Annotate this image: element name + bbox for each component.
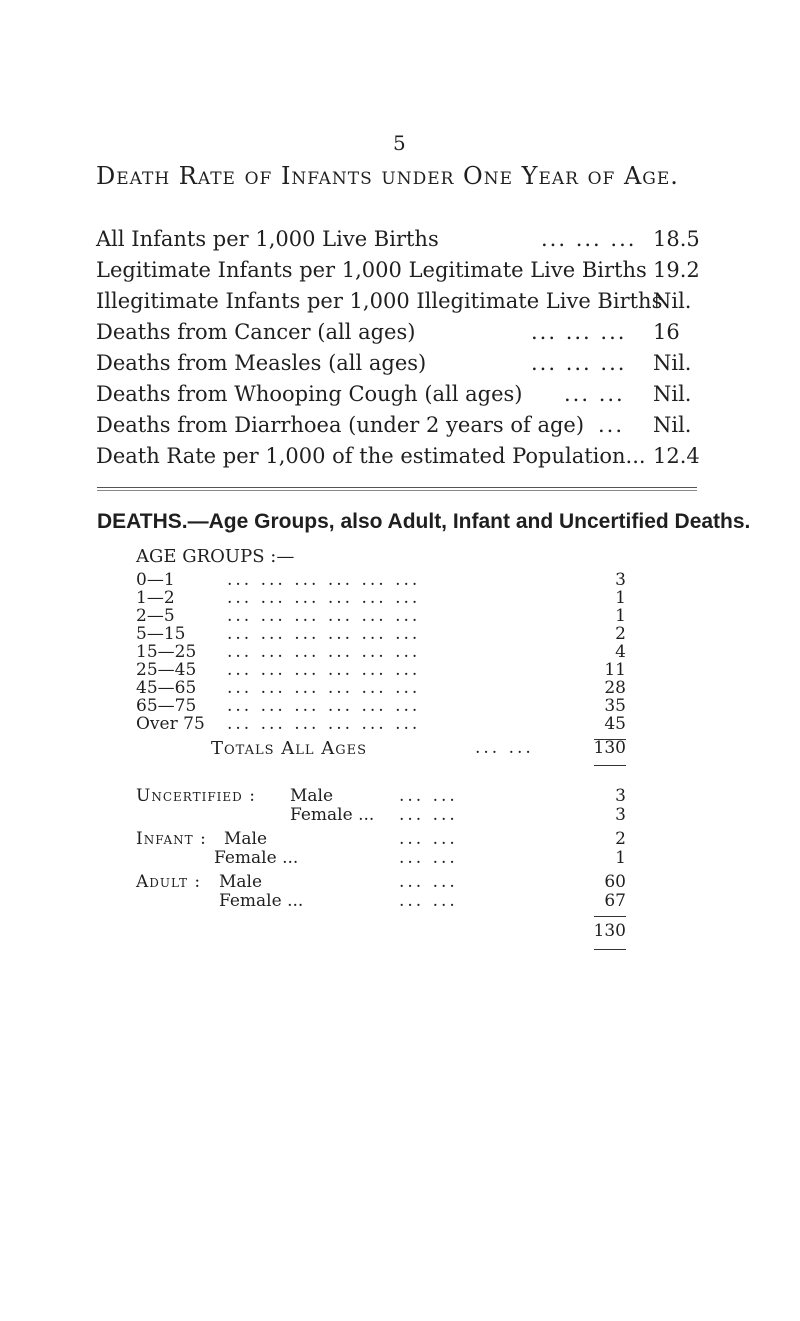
adult-label: Adult : — [136, 872, 202, 892]
age-group-value: 11 — [604, 660, 626, 680]
section-title: Death Rate of Infants under One Year of Age. — [96, 162, 679, 190]
rate-row — [96, 351, 706, 381]
leader-dots: ... ... ... ... ... ... — [227, 696, 421, 716]
rate-row — [96, 444, 706, 474]
rate-leader-dots: ... ... ... — [531, 351, 627, 375]
section-divider — [97, 487, 697, 491]
leader-dots: ... ... ... ... ... ... — [227, 570, 421, 590]
sum-rule — [594, 916, 626, 917]
rate-row — [96, 413, 706, 443]
age-group-label: 45—65 — [136, 678, 197, 698]
age-group-value: 4 — [615, 642, 626, 662]
totals-label: Totals All Ages — [211, 738, 368, 759]
age-group-label: 25—45 — [136, 660, 197, 680]
adult-female-label: Female ... — [219, 891, 304, 911]
age-group-value: 45 — [604, 714, 626, 734]
uncertified-male-value: 3 — [615, 786, 626, 806]
leader-dots: ... ... ... ... ... ... — [227, 588, 421, 608]
rate-row — [96, 258, 706, 288]
rate-row — [96, 289, 706, 319]
infant-female-label: Female ... — [214, 848, 299, 868]
rate-label: All Infants per 1,000 Live Births — [96, 227, 439, 251]
age-groups-label: AGE GROUPS :— — [136, 546, 295, 567]
page-number: 5 — [393, 131, 406, 155]
leader-dots: ... ... — [475, 738, 534, 758]
sum-rule — [594, 765, 626, 766]
infant-male-label: Male — [224, 829, 268, 849]
infant-female-value: 1 — [615, 848, 626, 868]
adult-male-value: 60 — [604, 872, 626, 892]
rate-value: Nil. — [653, 382, 692, 406]
uncertified-female-label: Female ... — [290, 805, 375, 825]
leader-dots: ... ... ... ... ... ... — [227, 624, 421, 644]
rate-leader-dots: ... ... ... — [541, 227, 637, 251]
adult-female-value: 67 — [604, 891, 626, 911]
rate-row — [96, 382, 706, 412]
leader-dots: ... ... — [399, 805, 458, 825]
rate-row — [96, 227, 706, 257]
age-group-label: 1—2 — [136, 588, 175, 608]
leader-dots: ... ... — [399, 786, 458, 806]
age-group-value: 1 — [615, 588, 626, 608]
leader-dots: ... ... — [399, 891, 458, 911]
rate-row — [96, 320, 706, 350]
uncertified-label: Uncertified : — [136, 786, 256, 806]
leader-dots: ... ... — [399, 829, 458, 849]
leader-dots: ... ... ... ... ... ... — [227, 606, 421, 626]
leader-dots: ... ... ... ... ... ... — [227, 660, 421, 680]
sum-rule — [594, 949, 626, 950]
age-group-label: 0—1 — [136, 570, 175, 590]
rate-value: Nil. — [653, 413, 692, 437]
totals-value: 130 — [593, 738, 626, 758]
leader-dots: ... ... — [399, 872, 458, 892]
leader-dots: ... ... ... ... ... ... — [227, 714, 421, 734]
age-group-label: 65—75 — [136, 696, 197, 716]
rate-leader-dots: ... — [598, 413, 625, 437]
rate-label: Deaths from Cancer (all ages) — [96, 320, 416, 344]
rate-value: Nil. — [653, 351, 692, 375]
age-group-value: 1 — [615, 606, 626, 626]
age-group-row — [136, 714, 626, 736]
rate-value: 16 — [653, 320, 680, 344]
adult-male-label: Male — [219, 872, 263, 892]
rate-leader-dots: ... ... — [564, 382, 625, 406]
age-group-label: 15—25 — [136, 642, 197, 662]
age-group-label: Over 75 — [136, 714, 205, 734]
leader-dots: ... ... — [399, 848, 458, 868]
rate-label: Deaths from Measles (all ages) — [96, 351, 427, 375]
rate-label: Death Rate per 1,000 of the estimated Population... — [96, 444, 646, 468]
infant-male-value: 2 — [615, 829, 626, 849]
leader-dots: ... ... ... ... ... ... — [227, 642, 421, 662]
rate-label: Deaths from Whooping Cough (all ages) — [96, 382, 523, 406]
uncertified-male-label: Male — [290, 786, 334, 806]
age-group-value: 28 — [604, 678, 626, 698]
age-group-label: 5—15 — [136, 624, 186, 644]
leader-dots: ... ... ... ... ... ... — [227, 678, 421, 698]
rate-value: 12.4 — [653, 444, 700, 468]
infant-label: Infant : — [136, 829, 207, 849]
age-group-value: 3 — [615, 570, 626, 590]
rate-leader-dots: ... ... ... — [531, 320, 627, 344]
rate-label: Deaths from Diarrhoea (under 2 years of age) — [96, 413, 585, 437]
rate-value: Nil. — [653, 289, 692, 313]
grand-total-value: 130 — [593, 921, 626, 941]
age-group-label: 2—5 — [136, 606, 175, 626]
rate-label: Legitimate Infants per 1,000 Legitimate Live Births — [96, 258, 647, 282]
age-group-value: 35 — [604, 696, 626, 716]
rate-label: Illegitimate Infants per 1,000 Illegitimate Live Births — [96, 289, 663, 313]
rate-value: 18.5 — [653, 227, 700, 251]
deaths-heading: DEATHS.—Age Groups, also Adult, Infant and Uncertified Deaths. — [97, 510, 751, 533]
rate-value: 19.2 — [653, 258, 700, 282]
age-group-value: 2 — [615, 624, 626, 644]
uncertified-female-value: 3 — [615, 805, 626, 825]
